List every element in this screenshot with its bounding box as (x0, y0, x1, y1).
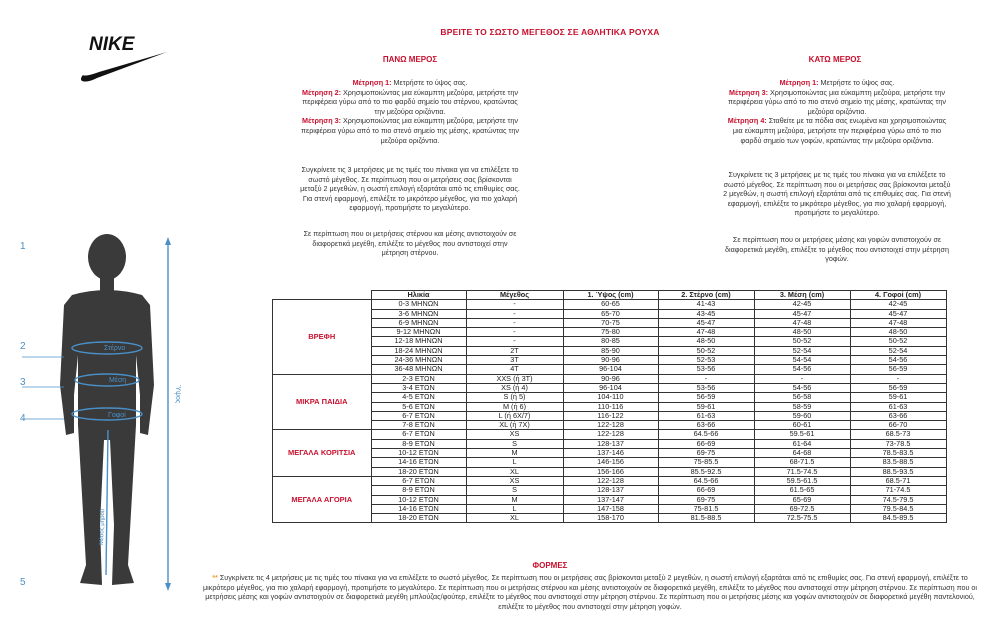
table-cell: 45-47 (850, 309, 946, 318)
table-cell: XL (ή 7X) (466, 421, 563, 430)
waist-label: Μέση (109, 377, 127, 384)
table-cell: 41-43 (658, 300, 754, 309)
table-cell: 60-65 (563, 300, 658, 309)
table-cell: 104-110 (563, 393, 658, 402)
header-age: Ηλικία (371, 291, 466, 300)
nike-logo (75, 32, 170, 82)
table-cell: 8-9 ΕΤΩΝ (371, 439, 466, 448)
group-label: ΜΕΓΑΛΑ ΑΓΟΡΙΑ (273, 476, 372, 522)
table-cell: 3-4 ΕΤΩΝ (371, 383, 466, 392)
table-cell: 52-54 (850, 346, 946, 355)
table-row (273, 402, 947, 411)
footer-text: Συγκρίνετε τις 4 μετρήσεις με τις τιμές του πίνακα για να επιλέξετε το σωστό μέγεθος. Σε περίπτωση που οι μετρήσεις σας βρίσκονται μεταξύ 2 μεγεθών, η σωστή επιλογή εξαρτάται από τις επιθυμίες σας. Για στενή εφαρμογή, επιλέξτε το μικρότερο μέγεθος, για πιο χαλαρή εφαρμογή, προτιμήστε το μεγαλύτερο. Σε περίπτωση που οι μετρήσεις στέρνου και μέσης αντιστοιχούν σε διαφορετικά μεγέθη, επιλέξτε το μέγεθος που αντιστοιχεί στην μέτρηση στέρνου. Σε περίπτωση που οι μετρήσεις μέσης και γοφών αντιστοιχούν σε διαφορετικά μεγέθη μπλούζας/φούτερ, επιλέξτε το μέγεθος που αντιστοιχεί στην μέτρηση στέρνου. Σε περίπτωση που οι μετρήσεις μέσης και γοφών αντιστοιχούν σε διαφορετικά μεγέθη παντελονιού, επιλέξτε το μέγεθος που αντιστοιχεί στην μέτρηση γοφών. (203, 573, 977, 611)
table-cell: 50-52 (754, 337, 850, 346)
upper-m2-label: Μέτρηση 2: (302, 87, 341, 97)
table-cell: 56-59 (658, 393, 754, 402)
inseam-measure-line (106, 430, 108, 575)
table-cell: 47-48 (754, 318, 850, 327)
lower-m4-text: Σταθείτε με τα πόδια σας ενωμένα και χρησιμοποιώντας μια εύκαμπτη μεζούρα, μετρήστε την περιφέρεια γύρω από το πιο φαρδύ σημείο των γοφών, κρατώντας την μεζούρα οριζόντια. (732, 116, 947, 145)
table-cell: XS (466, 430, 563, 439)
table-cell: 84.5-89.5 (850, 514, 946, 523)
table-cell: 59-60 (754, 411, 850, 420)
table-cell: 42-45 (754, 300, 850, 309)
marker-3: 3 (20, 377, 26, 388)
table-cell: - (850, 374, 946, 383)
table-cell: 156-166 (563, 467, 658, 476)
table-cell: 8-9 ΕΤΩΝ (371, 486, 466, 495)
lower-measurements (722, 78, 952, 145)
table-cell: 54-56 (850, 356, 946, 365)
table-cell: 96-104 (563, 365, 658, 374)
table-cell: 75-80 (563, 328, 658, 337)
table-cell: 24-36 ΜΗΝΩΝ (371, 356, 466, 365)
table-cell: 43-45 (658, 309, 754, 318)
table-row (273, 430, 947, 439)
lower-m1-label: Μέτρηση 1: (779, 78, 819, 87)
table-cell: 48-50 (850, 328, 946, 337)
marker-2: 2 (20, 341, 26, 352)
marker-1: 1 (20, 241, 26, 252)
table-cell: 61.5-65 (754, 486, 850, 495)
table-cell: 74.5-79.5 (850, 495, 946, 504)
marker-5: 5 (20, 577, 26, 588)
size-table-body (273, 300, 947, 523)
hips-label: Γοφοί (108, 412, 126, 419)
table-cell: 63-66 (850, 411, 946, 420)
table-cell: 48-50 (754, 328, 850, 337)
page-title: ΒΡΕΙΤΕ ΤΟ ΣΩΣΤΟ ΜΕΓΕΘΟΣ ΣΕ ΑΘΛΗΤΙΚΑ ΡΟΥΧΑ (440, 27, 660, 37)
table-cell: 3T (466, 356, 563, 365)
table-cell: 85.5-92.5 (658, 467, 754, 476)
table-cell: 56-59 (850, 365, 946, 374)
table-cell: 18-24 ΜΗΝΩΝ (371, 346, 466, 355)
table-cell: 75-81.5 (658, 504, 754, 513)
table-cell: - (466, 300, 563, 309)
table-cell: 59-61 (850, 393, 946, 402)
table-cell: 59.5-61.5 (754, 476, 850, 485)
table-cell: 69-75 (658, 495, 754, 504)
table-cell: 2T (466, 346, 563, 355)
table-cell: 80-85 (563, 337, 658, 346)
lower-compare: Συγκρίνετε τις 3 μετρήσεις με τις τιμές του πίνακα για να επιλέξετε το σωστό μέγεθος. Σε περίπτωση που οι μετρήσεις σας βρίσκονται μεταξύ 2 μεγεθών, η σωστή επιλογή εξαρτάται από τις επιθυμίες σας. Για στενή εφαρμογή, επιλέξτε το μικρότερο μέγεθος, για πιο χαλαρή εφαρμογή, προτιμήστε το μεγαλύτερο. (723, 170, 951, 218)
table-cell: 12-18 ΜΗΝΩΝ (371, 337, 466, 346)
table-cell: 85-90 (563, 346, 658, 355)
lower-note: Σε περίπτωση που οι μετρήσεις μέσης και γοφών αντιστοιχούν σε διαφορετικά μεγέθη, επιλέξτε το μέγεθος που αντιστοιχεί στην μέτρηση γοφών. (725, 235, 949, 264)
table-cell: XXS (ή 3T) (466, 374, 563, 383)
table-cell: - (754, 374, 850, 383)
table-cell: 158-170 (563, 514, 658, 523)
table-cell: M (466, 449, 563, 458)
table-cell: L (466, 458, 563, 467)
table-cell: 48-50 (658, 337, 754, 346)
table-cell: 61-63 (658, 411, 754, 420)
table-cell: 81.5-88.5 (658, 514, 754, 523)
table-cell: 50-52 (850, 337, 946, 346)
header-hips: 4. Γοφοί (cm) (850, 291, 946, 300)
table-cell: 5-6 ΕΤΩΝ (371, 402, 466, 411)
table-cell: 54-56 (754, 383, 850, 392)
table-cell: 4T (466, 365, 563, 374)
table-cell: 6-7 ΕΤΩΝ (371, 411, 466, 420)
header-waist: 3. Μέση (cm) (754, 291, 850, 300)
group-label: ΜΕΓΑΛΑ ΚΟΡΙΤΣΙΑ (273, 430, 372, 476)
table-cell: 3-6 ΜΗΝΩΝ (371, 309, 466, 318)
table-cell: 53-56 (658, 365, 754, 374)
table-cell: 56-59 (850, 383, 946, 392)
table-cell: 54-54 (754, 356, 850, 365)
table-cell: 36-48 ΜΗΝΩΝ (371, 365, 466, 374)
group-label: ΜΙΚΡΑ ΠΑΙΔΙΑ (273, 374, 372, 430)
body-figure (0, 225, 200, 595)
table-cell: L (ή 6X/7) (466, 411, 563, 420)
table-cell: 59.5-61 (754, 430, 850, 439)
table-cell: 63-66 (658, 421, 754, 430)
table-cell: 2-3 ΕΤΩΝ (371, 374, 466, 383)
table-cell: 146-156 (563, 458, 658, 467)
table-cell: XL (466, 467, 563, 476)
table-cell: 72.5-75.5 (754, 514, 850, 523)
table-cell: 96-104 (563, 383, 658, 392)
table-cell: 52-53 (658, 356, 754, 365)
header-chest: 2. Στέρνο (cm) (658, 291, 754, 300)
table-cell: 137-146 (563, 449, 658, 458)
table-cell: 90-96 (563, 356, 658, 365)
height-arrow-down (165, 583, 171, 591)
header-size: Μέγεθος (466, 291, 563, 300)
table-cell: 128-137 (563, 439, 658, 448)
lower-m1-text: Μετρήστε το ύψος σας. (820, 78, 895, 87)
table-cell: 71.5-74.5 (754, 467, 850, 476)
table-row (273, 300, 947, 309)
footer-heading: ΦΟΡΜΕΣ (532, 561, 568, 570)
table-row (273, 393, 947, 402)
table-row (273, 337, 947, 346)
table-cell: 147-158 (563, 504, 658, 513)
table-cell: 83.5-88.5 (850, 458, 946, 467)
table-cell: 6-7 ΕΤΩΝ (371, 476, 466, 485)
table-cell: 68-71.5 (754, 458, 850, 467)
chest-label: Στέρνο (104, 345, 126, 352)
group-label: ΒΡΕΦΗ (273, 300, 372, 374)
table-row (273, 458, 947, 467)
table-cell: 7-8 ΕΤΩΝ (371, 421, 466, 430)
table-cell: 65-70 (563, 309, 658, 318)
table-cell: 52-54 (754, 346, 850, 355)
upper-m2-text: Χρησιμοποιώντας μια εύκαμπτη μεζούρα, μετρήστε την περιφέρεια γύρω από το πιο φαρδύ σημείο του στέρνου, κρατώντας την μεζούρα οριζόντια. (302, 87, 518, 116)
footer-star: ** (212, 573, 218, 582)
table-cell: 45-47 (658, 318, 754, 327)
nike-wordmark: NIKE (89, 34, 135, 55)
height-label: Ύψος (174, 385, 181, 404)
table-cell: 122-128 (563, 421, 658, 430)
table-cell: 73-78.5 (850, 439, 946, 448)
size-table (272, 290, 947, 523)
table-cell: M (466, 495, 563, 504)
table-cell: 6-7 ΕΤΩΝ (371, 430, 466, 439)
table-cell: 122-128 (563, 476, 658, 485)
table-cell: - (466, 309, 563, 318)
table-cell: 61-63 (850, 402, 946, 411)
marker-4: 4 (20, 413, 26, 424)
table-cell: 110-116 (563, 402, 658, 411)
table-cell: 9-12 ΜΗΝΩΝ (371, 328, 466, 337)
table-cell: 50-52 (658, 346, 754, 355)
table-cell: 137-147 (563, 495, 658, 504)
table-cell: S (466, 439, 563, 448)
table-cell: 14-16 ΕΤΩΝ (371, 458, 466, 467)
table-cell: 53-56 (658, 383, 754, 392)
table-cell: 14-16 ΕΤΩΝ (371, 504, 466, 513)
table-cell: 70-75 (563, 318, 658, 327)
table-cell: 18-20 ΕΤΩΝ (371, 467, 466, 476)
table-cell: 59-61 (658, 402, 754, 411)
table-cell: 65-69 (754, 495, 850, 504)
table-cell: L (466, 504, 563, 513)
table-cell: 116-122 (563, 411, 658, 420)
table-cell: 6-9 ΜΗΝΩΝ (371, 318, 466, 327)
table-cell: - (658, 374, 754, 383)
table-cell: S (466, 486, 563, 495)
table-cell: M (ή 6) (466, 402, 563, 411)
table-cell: 68.5-73 (850, 430, 946, 439)
table-cell: 64-68 (754, 449, 850, 458)
lower-m3-text: Χρησιμοποιώντας μια εύκαμπτη μεζούρα, μετρήστε την περιφέρεια γύρω από το πιο στενό σημείο της μέσης, κρατώντας την μεζούρα οριζόντια. (728, 87, 946, 116)
table-cell: 4-5 ΕΤΩΝ (371, 393, 466, 402)
lower-m3-label: Μέτρηση 3: (729, 87, 768, 97)
table-row (273, 365, 947, 374)
upper-measurements (300, 78, 520, 145)
height-arrow-up (165, 237, 171, 245)
table-cell: XS (ή 4) (466, 383, 563, 392)
table-corner (273, 291, 372, 300)
table-cell: XL (466, 514, 563, 523)
table-row (273, 309, 947, 318)
upper-m3-label: Μέτρηση 3: (302, 116, 341, 126)
upper-note: Σε περίπτωση που οι μετρήσεις στέρνου και μέσης αντιστοιχούν σε διαφορετικά μεγέθη, επιλέξτε το μέγεθος που αντιστοιχεί στην μέτρηση στέρνου. (303, 229, 517, 258)
table-row (273, 495, 947, 504)
upper-heading: ΠΑΝΩ ΜΕΡΟΣ (382, 55, 438, 64)
table-cell: 45-47 (754, 309, 850, 318)
table-cell: 10-12 ΕΤΩΝ (371, 449, 466, 458)
table-cell: 61-64 (754, 439, 850, 448)
table-cell: 0-3 ΜΗΝΩΝ (371, 300, 466, 309)
upper-m1-text: Μετρήστε το ύψος σας. (393, 78, 468, 87)
table-cell: 47-48 (850, 318, 946, 327)
footer-text-block (200, 573, 980, 611)
table-cell: 66-70 (850, 421, 946, 430)
table-cell: 60-61 (754, 421, 850, 430)
table-row (273, 486, 947, 495)
table-cell: 88.5-93.5 (850, 467, 946, 476)
table-cell: 128-137 (563, 486, 658, 495)
table-cell: 64.5-66 (658, 476, 754, 485)
table-cell: 79.5-84.5 (850, 504, 946, 513)
lower-m4-label: Μέτρηση 4: (727, 116, 767, 126)
table-row (273, 514, 947, 523)
table-cell: XS (466, 476, 563, 485)
table-cell: 54-56 (754, 365, 850, 374)
table-cell: 56-58 (754, 393, 850, 402)
table-cell: 68.5-71 (850, 476, 946, 485)
table-cell: 47-48 (658, 328, 754, 337)
table-cell: 64.5-66 (658, 430, 754, 439)
upper-m3-text: Χρησιμοποιώντας μια εύκαμπτη μεζούρα, μετρήστε την περιφέρεια γύρω από το πιο στενό σημείο της μέσης, κρατώντας την μεζούρα οριζόντια. (301, 116, 519, 145)
table-cell: 90-96 (563, 374, 658, 383)
table-cell: S (ή 5) (466, 393, 563, 402)
table-cell: 78.5-83.5 (850, 449, 946, 458)
table-cell: 69-75 (658, 449, 754, 458)
table-cell: 71-74.5 (850, 486, 946, 495)
inseam-label: Μέσος μηρού (99, 508, 107, 546)
upper-m1-label: Μέτρηση 1: (352, 78, 392, 87)
table-cell: 10-12 ΕΤΩΝ (371, 495, 466, 504)
table-cell: 66-69 (658, 486, 754, 495)
header-height: 1. Ύψος (cm) (563, 291, 658, 300)
table-cell: 122-128 (563, 430, 658, 439)
table-cell: - (466, 337, 563, 346)
table-cell: 75-85.5 (658, 458, 754, 467)
table-cell: - (466, 318, 563, 327)
table-cell: 69-72.5 (754, 504, 850, 513)
lower-heading: ΚΑΤΩ ΜΕΡΟΣ (808, 55, 862, 64)
table-cell: 66-69 (658, 439, 754, 448)
upper-compare: Συγκρίνετε τις 3 μετρήσεις με τις τιμές του πίνακα για να επιλέξετε το σωστό μέγεθος. Σε περίπτωση που οι μετρήσεις σας βρίσκονται μεταξύ 2 μεγεθών, η σωστή επιλογή εξαρτάται από τις επιθυμίες σας. Για στενή εφαρμογή, επιλέξτε το μικρότερο μέγεθος, για πιο χαλαρή εφαρμογή, προτιμήστε το μεγαλύτερο. (300, 165, 520, 213)
table-cell: - (466, 328, 563, 337)
table-cell: 42-45 (850, 300, 946, 309)
table-cell: 58-59 (754, 402, 850, 411)
table-cell: 18-20 ΕΤΩΝ (371, 514, 466, 523)
